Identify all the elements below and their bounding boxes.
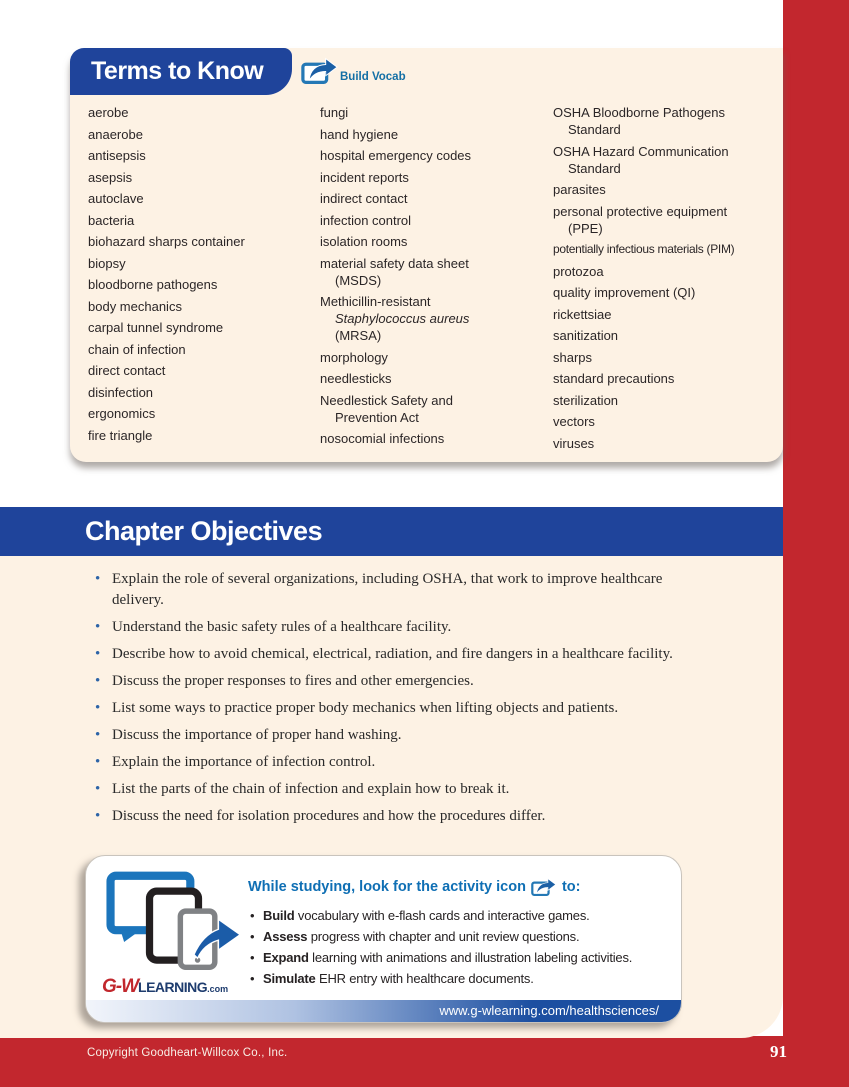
activity-item: • Expand learning with animations and illustration labeling activities. <box>248 948 671 968</box>
term-item: nosocomial infections <box>320 431 445 446</box>
objective-item: • Explain the importance of infection control. <box>95 752 695 773</box>
term-item: fire triangle <box>88 427 153 443</box>
term-item: Needlestick Safety and Prevention Act <box>320 392 453 425</box>
term-item: ergonomics <box>88 406 156 421</box>
term-item: morphology <box>320 349 388 365</box>
term-item: OSHA Hazard Communication Standard <box>553 143 729 176</box>
objective-item: • Discuss the importance of proper hand washing. <box>95 725 695 746</box>
activity-item: • Simulate EHR entry with healthcare documents. <box>248 969 671 989</box>
build-vocab-label: Build Vocab <box>340 71 406 83</box>
chapter-objectives-banner <box>0 507 783 556</box>
term-item: indirect contact <box>320 191 408 206</box>
build-vocab-activity[interactable] <box>301 54 406 86</box>
term-item: incident reports <box>320 169 409 185</box>
term-item: Methicillin-resistant Staphylococcus aureus (MRSA) <box>320 294 470 343</box>
term-item: autoclave <box>88 191 144 206</box>
website-url[interactable]: www.g-wlearning.com/healthsciences/ <box>439 1003 659 1018</box>
copyright-text: Copyright Goodheart-Willcox Co., Inc. <box>87 1047 288 1059</box>
lower-content-area <box>0 556 783 1038</box>
gw-learning-wordmark <box>102 976 244 998</box>
devices-logo-icon <box>106 870 242 974</box>
term-item: bacteria <box>88 212 135 228</box>
page-number: 91 <box>770 1042 787 1061</box>
term-item: parasites <box>553 182 606 197</box>
term-item: needlesticks <box>320 371 392 386</box>
activity-content <box>248 876 671 990</box>
activity-item: • Assess progress with chapter and unit review questions. <box>248 927 671 947</box>
term-item: potentially infectious materials (PIM) <box>553 242 735 256</box>
page-edge-stripe <box>783 0 849 1087</box>
terms-column-1 <box>88 104 320 456</box>
term-item: sanitization <box>553 328 619 343</box>
terms-to-know-panel <box>70 48 783 462</box>
logo-com: .com <box>207 984 229 994</box>
terms-columns <box>88 104 766 456</box>
term-item: biopsy <box>88 255 126 271</box>
logo-learning: LEARNING <box>138 979 208 995</box>
term-item: direct contact <box>88 363 166 378</box>
term-item: protozoa <box>553 263 604 279</box>
activity-heading-text: While studying, look for the activity icon <box>248 878 526 895</box>
activity-arrow-icon <box>301 54 339 86</box>
chapter-objectives-title: Chapter Objectives <box>85 516 323 546</box>
activity-item: • Build vocabulary with e-flash cards and interactive games. <box>248 906 671 926</box>
activity-heading-suffix: to: <box>561 878 581 895</box>
objectives-list <box>95 569 695 833</box>
activity-heading <box>248 876 671 897</box>
term-item: viruses <box>553 435 595 451</box>
logo-gw: G-W <box>102 976 139 997</box>
term-item: aerobe <box>88 105 129 120</box>
objective-item: • Describe how to avoid chemical, electrical, radiation, and fire dangers in a healthcare facility. <box>95 644 695 665</box>
term-item: fungi <box>320 105 349 120</box>
objective-item: • List some ways to practice proper body mechanics when lifting objects and patients. <box>95 698 695 719</box>
term-item: OSHA Bloodborne Pathogens Standard <box>553 105 726 137</box>
term-item: disinfection <box>88 384 154 400</box>
term-item: hospital emergency codes <box>320 148 472 163</box>
objective-item: • Discuss the proper responses to fires and other emergencies. <box>95 671 695 692</box>
term-item: asepsis <box>88 169 133 185</box>
term-item: isolation rooms <box>320 234 408 249</box>
term-item: carpal tunnel syndrome <box>88 320 224 335</box>
objective-item: • Understand the basic safety rules of a healthcare facility. <box>95 617 695 638</box>
terms-column-2 <box>320 104 553 456</box>
objective-item: • Explain the role of several organizations, including OSHA, that work to improve healthcare delivery. <box>95 569 695 611</box>
gw-learning-logo <box>102 870 244 998</box>
term-item: antisepsis <box>88 148 146 163</box>
term-item: rickettsiae <box>553 306 612 322</box>
term-item: chain of infection <box>88 341 186 357</box>
page-footer <box>0 1036 849 1087</box>
terms-to-know-title: Terms to Know <box>70 48 292 95</box>
term-item: vectors <box>553 414 595 429</box>
terms-column-3 <box>553 104 766 456</box>
objective-item: • List the parts of the chain of infection and explain how to break it. <box>95 779 695 800</box>
term-item: standard precautions <box>553 371 675 386</box>
term-item: infection control <box>320 212 412 228</box>
objective-item: • Discuss the need for isolation procedures and how the procedures differ. <box>95 806 695 827</box>
website-url-bar[interactable] <box>86 1000 681 1022</box>
activity-callout-box <box>85 855 682 1023</box>
activity-arrow-icon <box>531 876 557 897</box>
activity-list <box>248 906 671 989</box>
term-item: biohazard sharps container <box>88 234 245 249</box>
term-item: anaerobe <box>88 126 143 142</box>
term-item: sterilization <box>553 392 619 408</box>
term-item: bloodborne pathogens <box>88 277 218 292</box>
term-item: hand hygiene <box>320 126 399 142</box>
term-item: quality improvement (QI) <box>553 285 696 300</box>
term-item: body mechanics <box>88 298 182 314</box>
term-item: sharps <box>553 349 593 365</box>
term-item: material safety data sheet (MSDS) <box>320 255 469 288</box>
term-item: personal protective equipment (PPE) <box>553 203 728 236</box>
